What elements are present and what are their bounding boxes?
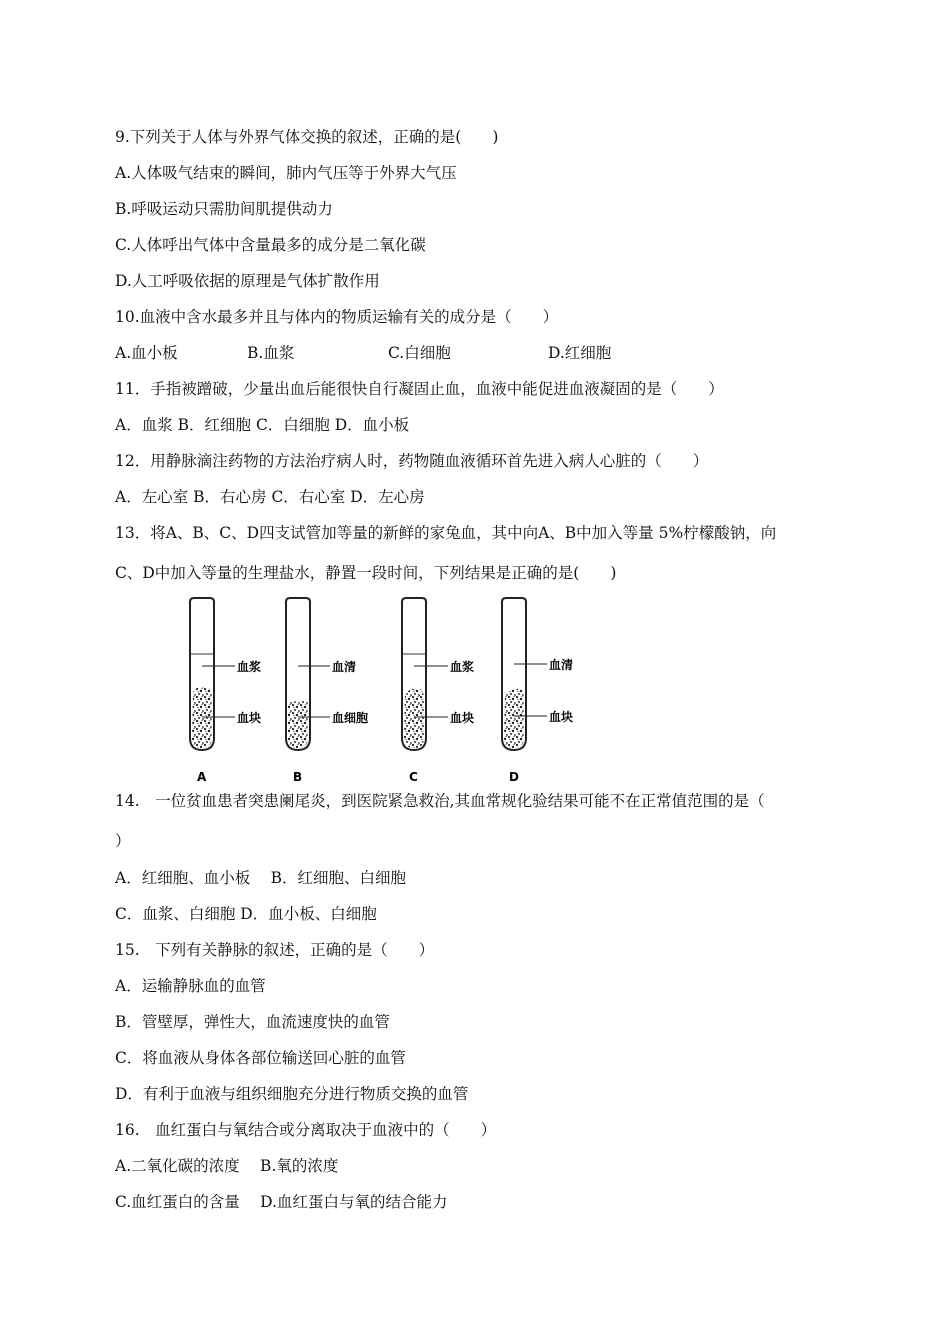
question-10-option-a: A.血小板 <box>115 344 178 362</box>
tube-d-letter: D <box>509 770 519 784</box>
tube-d <box>502 598 573 784</box>
tube-b-cells <box>288 700 308 748</box>
test-tube-figure <box>180 592 600 792</box>
question-16-stem: 16. 血红蛋白与氧结合或分离取决于血液中的（ ） <box>115 1121 497 1139</box>
tube-b <box>286 598 368 784</box>
question-16-options-row2: C.血红蛋白的含量 D.血红蛋白与氧的结合能力 <box>115 1193 448 1211</box>
tube-a-letter: A <box>197 770 207 784</box>
question-14-stem-line1: 14. 一位贫血患者突患阑尾炎，到医院紧急救治,其血常规化验结果可能不在正常值范围的是（ <box>115 792 765 810</box>
tube-c-clot <box>404 689 424 748</box>
tube-d-upper-label: 血清 <box>549 658 574 672</box>
question-10-option-d: D.红细胞 <box>548 344 612 362</box>
question-15-option-b: B．管壁厚，弹性大，血流速度快的血管 <box>115 1013 390 1031</box>
tube-d-clot <box>504 688 524 748</box>
tube-b-lower-label: 血细胞 <box>332 711 369 725</box>
question-9-stem: 9.下列关于人体与外界气体交换的叙述，正确的是( ) <box>115 128 499 146</box>
question-9-option-d: D.人工呼吸依据的原理是气体扩散作用 <box>115 272 380 290</box>
tube-c-upper-label: 血浆 <box>450 660 475 674</box>
tube-a-lower-label: 血块 <box>237 711 262 725</box>
question-9-option-a: A.人体吸气结束的瞬间，肺内气压等于外界大气压 <box>115 164 457 182</box>
tube-a-upper-label: 血浆 <box>237 660 262 674</box>
tube-c <box>402 598 474 784</box>
question-15-option-d: D．有利于血液与组织细胞充分进行物质交换的血管 <box>115 1085 469 1103</box>
question-12-options: A．左心室 B．右心房 C．右心室 D．左心房 <box>115 488 425 506</box>
question-16-options-row1: A.二氧化碳的浓度 B.氧的浓度 <box>115 1157 339 1175</box>
question-10-option-b: B.血浆 <box>247 344 295 362</box>
question-13-stem-line1: 13．将A、B、C、D四支试管加等量的新鲜的家兔血，其中向A、B中加入等量 5%柠檬酸钠，向 <box>115 524 777 542</box>
tube-b-upper-label: 血清 <box>332 660 357 674</box>
question-9-option-b: B.呼吸运动只需肋间肌提供动力 <box>115 200 333 218</box>
tube-c-letter: C <box>409 770 418 784</box>
tube-a <box>190 598 261 784</box>
question-10-option-c: C.白细胞 <box>388 344 451 362</box>
tube-c-lower-label: 血块 <box>450 711 475 725</box>
question-14-options-row1: A．红细胞、血小板 B．红细胞、白细胞 <box>115 869 407 887</box>
question-15-option-c: C．将血液从身体各部位输送回心脏的血管 <box>115 1049 406 1067</box>
question-9-option-c: C.人体呼出气体中含量最多的成分是二氧化碳 <box>115 236 426 254</box>
question-12-stem: 12．用静脉滴注药物的方法治疗病人时，药物随血液循环首先进入病人心脏的（ ） <box>115 452 709 470</box>
tube-d-lower-label: 血块 <box>549 710 574 724</box>
tube-b-letter: B <box>293 770 303 784</box>
question-13-stem-line2: C、D中加入等量的生理盐水，静置一段时间，下列结果是正确的是( ) <box>115 564 617 582</box>
question-14-options-row2: C．血浆、白细胞 D．血小板、白细胞 <box>115 905 377 923</box>
question-11-options: A．血浆 B．红细胞 C．白细胞 D．血小板 <box>115 416 410 434</box>
question-15-option-a: A．运输静脉血的血管 <box>115 977 266 995</box>
question-10-options <box>115 343 815 363</box>
question-10-stem: 10.血液中含水最多并且与体内的物质运输有关的成分是（ ） <box>115 308 559 326</box>
question-15-stem: 15. 下列有关静脉的叙述，正确的是（ ） <box>115 941 435 959</box>
question-11-stem: 11．手指被蹭破，少量出血后能很快自行凝固止血，血液中能促进血液凝固的是（ ） <box>115 380 724 398</box>
question-14-stem-line2: ） <box>115 832 131 850</box>
